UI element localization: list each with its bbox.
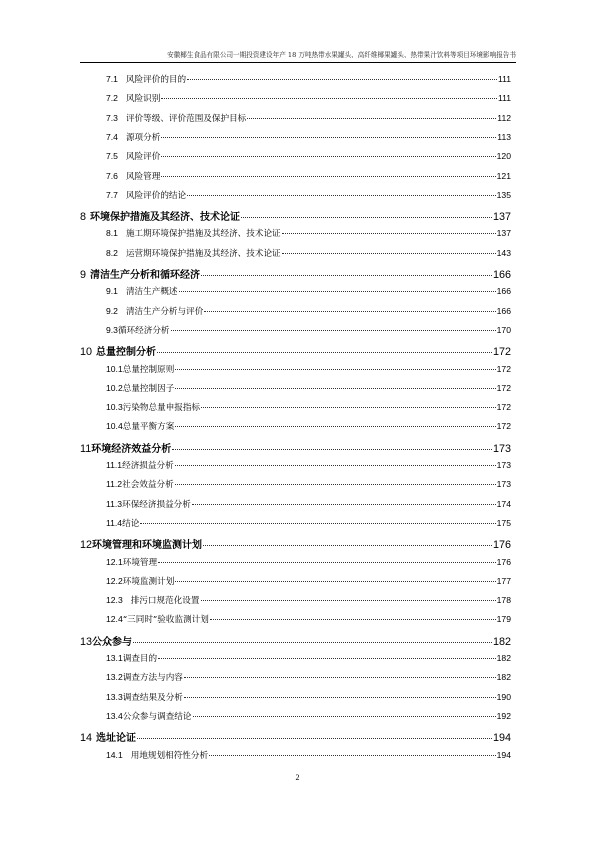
toc-entry-page: 166 — [496, 286, 511, 297]
toc-dot-leader — [192, 504, 496, 505]
toc-entry-title: 经济损益分析 — [122, 461, 174, 471]
toc-entry-number: 7.5 — [106, 151, 118, 162]
toc-entry-title: 用地规划相符性分析 — [130, 750, 209, 761]
toc-entry-number: 12 — [80, 539, 93, 552]
toc-entry-title: 风险评价 — [125, 152, 161, 163]
toc-dot-leader — [201, 407, 496, 408]
toc-dot-leader — [241, 217, 492, 218]
toc-entry-title: 风险识别 — [125, 94, 161, 105]
toc-section-entry[interactable] — [106, 749, 511, 768]
toc-section-entry[interactable] — [106, 671, 511, 690]
toc-section-entry[interactable] — [106, 613, 511, 632]
toc-dot-leader — [161, 137, 496, 138]
toc-entry-page: 177 — [496, 575, 511, 586]
toc-dot-leader — [201, 600, 496, 601]
toc-entry-title: 总量平衡方案 — [122, 422, 175, 433]
toc-dot-leader — [247, 118, 496, 119]
toc-entry-page: 172 — [496, 382, 511, 393]
toc-entry-title: 环境管理 — [122, 557, 158, 568]
toc-chapter-entry[interactable] — [80, 440, 511, 459]
toc-dot-leader — [133, 642, 492, 643]
toc-dot-leader — [157, 352, 492, 353]
toc-entry-title: 评价等级、评价范围及保护目标 — [125, 113, 247, 124]
toc-entry-page: 120 — [496, 151, 511, 162]
toc-entry-title: 调查目的 — [122, 654, 158, 664]
toc-chapter-entry[interactable] — [80, 266, 511, 285]
toc-chapter-entry[interactable] — [80, 343, 511, 362]
toc-entry-number: 11 — [80, 442, 92, 455]
toc-dot-leader — [175, 388, 495, 389]
toc-section-entry[interactable] — [106, 73, 511, 92]
toc-entry-title: 总量控制原则 — [122, 364, 175, 375]
toc-entry-number: 12.2 — [106, 575, 123, 586]
toc-entry-page: 190 — [496, 691, 511, 702]
toc-dot-leader — [175, 426, 495, 427]
toc-entry-title: 循环经济分析 — [117, 325, 170, 336]
toc-entry-number: 9.1 — [106, 286, 118, 297]
toc-dot-leader — [179, 291, 496, 292]
toc-section-entry[interactable] — [106, 305, 511, 324]
toc-entry-page: 178 — [496, 595, 511, 606]
toc-section-entry[interactable] — [106, 324, 511, 343]
toc-entry-page: 176 — [496, 556, 511, 567]
toc-entry-page: 182 — [492, 635, 511, 648]
toc-dot-leader — [175, 465, 496, 466]
toc-entry-number: 8.1 — [106, 228, 118, 239]
toc-entry-number: 11.3 — [106, 498, 123, 509]
toc-dot-leader — [161, 156, 495, 157]
toc-entry-title: 环境保护措施及其经济、技术论证 — [90, 212, 241, 224]
toc-section-entry[interactable] — [106, 92, 511, 111]
toc-entry-number: 12.4 — [106, 614, 123, 625]
toc-entry-title: 选址论证 — [96, 733, 137, 745]
toc-entry-page: 173 — [496, 460, 511, 470]
toc-section-entry[interactable] — [106, 691, 511, 710]
toc-entry-title: 风险评价的结论 — [125, 190, 187, 201]
toc-section-entry[interactable] — [106, 285, 511, 304]
toc-entry-page: 143 — [496, 247, 511, 258]
toc-entry-title: 总量控制分析 — [96, 347, 157, 359]
toc-entry-number: 13.2 — [106, 672, 123, 683]
toc-entry-page: 192 — [496, 710, 511, 721]
toc-chapter-entry[interactable] — [80, 208, 511, 227]
toc-entry-number: 11.1 — [106, 460, 123, 470]
toc-chapter-entry[interactable] — [80, 729, 511, 748]
toc-entry-title: 公众参与调查结论 — [122, 711, 192, 722]
toc-entry-number: 13 — [80, 635, 93, 648]
toc-entry-number: 8.2 — [106, 247, 118, 258]
toc-chapter-entry[interactable] — [80, 536, 511, 555]
toc-entry-page: 182 — [496, 672, 511, 683]
toc-entry-title: 运营期环境保护措施及其经济、技术论证 — [125, 248, 281, 259]
toc-dot-leader — [137, 738, 492, 739]
toc-entry-number: 10.4 — [106, 421, 123, 432]
toc-dot-leader — [201, 275, 492, 276]
toc-entry-page: 166 — [496, 305, 511, 316]
toc-section-entry[interactable] — [106, 575, 511, 594]
toc-entry-page: 135 — [496, 189, 511, 200]
toc-entry-title: 风险评价的目的 — [125, 75, 187, 85]
toc-dot-leader — [209, 755, 496, 756]
toc-section-entry[interactable] — [106, 363, 511, 382]
toc-chapter-entry[interactable] — [80, 633, 511, 652]
toc-section-entry[interactable] — [106, 170, 511, 189]
toc-entry-title: 调查结果及分析 — [122, 692, 183, 703]
running-header: 安徽椰生食品有限公司一期投资建设年产 18 万吨热带水果罐头、高纤维椰果罐头、热带果汁饮料等项目环境影响报告书 — [167, 51, 516, 59]
toc-dot-leader — [210, 619, 496, 620]
toc-dot-leader — [175, 581, 495, 582]
toc-entry-title: 清洁生产分析和循环经济 — [90, 270, 201, 281]
toc-entry-page: 170 — [496, 324, 511, 335]
toc-entry-title: 环境监测计划 — [122, 576, 175, 587]
toc-entry-number: 7.3 — [106, 112, 118, 123]
toc-entry-page: 182 — [496, 653, 511, 663]
toc-entry-number: 10.2 — [106, 382, 123, 393]
toc-section-entry[interactable] — [106, 150, 511, 169]
toc-entry-page: 166 — [492, 269, 511, 281]
page-number: 2 — [295, 773, 300, 782]
toc-entry-page: 113 — [497, 131, 511, 142]
toc-dot-leader — [193, 716, 496, 717]
toc-entry-page: 194 — [492, 732, 511, 745]
toc-dot-leader — [187, 79, 497, 80]
toc-section-entry[interactable] — [106, 556, 511, 575]
toc-entry-title: 总量控制因子 — [122, 383, 175, 394]
toc-entry-page: 172 — [492, 346, 511, 359]
toc-entry-number: 9.3 — [106, 324, 118, 335]
toc-entry-number: 9 — [80, 269, 87, 281]
toc-entry-title: 源项分析 — [125, 132, 161, 143]
toc-entry-page: 179 — [496, 614, 511, 625]
toc-entry-page: 137 — [492, 211, 511, 224]
toc-section-entry[interactable] — [106, 189, 511, 208]
toc-section-entry[interactable] — [106, 401, 511, 420]
toc-entry-number: 11.4 — [106, 517, 123, 528]
toc-dot-leader — [175, 369, 495, 370]
toc-entry-number: 7.7 — [106, 189, 118, 200]
toc-section-entry[interactable] — [106, 478, 511, 497]
toc-entry-title: “三同时”验收监测计划 — [122, 615, 209, 626]
toc-entry-page: 174 — [496, 498, 511, 509]
toc-entry-number: 7.4 — [106, 131, 118, 142]
toc-entry-page: 172 — [496, 363, 511, 374]
toc-entry-title: 清洁生产概述 — [125, 287, 178, 298]
toc-entry-number: 10.3 — [106, 402, 123, 413]
toc-entry-title: 污染物总量申报指标 — [122, 403, 201, 414]
toc-entry-page: 172 — [496, 421, 511, 432]
toc-entry-title: 社会效益分析 — [122, 480, 174, 491]
toc-entry-page: 121 — [496, 170, 511, 181]
toc-section-entry[interactable] — [106, 131, 511, 150]
header-rule — [80, 62, 516, 63]
toc-entry-number: 13.4 — [106, 710, 123, 721]
toc-dot-leader — [161, 176, 495, 177]
toc-dot-leader — [282, 233, 496, 234]
toc-entry-page: 172 — [496, 402, 511, 413]
toc-entry-number: 13.3 — [106, 691, 123, 702]
toc-entry-number: 12.1 — [106, 556, 123, 567]
toc-section-entry[interactable] — [106, 247, 511, 266]
toc-entry-page: 137 — [496, 228, 511, 239]
toc-entry-number: 14.1 — [106, 749, 123, 760]
toc-section-entry[interactable] — [106, 710, 511, 729]
toc-section-entry[interactable] — [106, 498, 511, 517]
toc-entry-number: 7.1 — [106, 74, 118, 84]
toc-entry-page: 176 — [492, 539, 511, 552]
toc-entry-number: 8 — [80, 211, 87, 224]
toc-dot-leader — [172, 449, 492, 450]
toc-entry-number: 12.3 — [106, 595, 123, 606]
toc-entry-title: 调查方法与内容 — [122, 673, 183, 684]
toc-entry-number: 14 — [80, 732, 93, 745]
toc-entry-page: 111 — [497, 74, 511, 84]
toc-entry-title: 环保经济损益分析 — [122, 499, 191, 510]
toc-section-entry[interactable] — [106, 517, 511, 536]
toc-entry-number: 9.2 — [106, 305, 118, 316]
toc-section-entry[interactable] — [106, 652, 511, 671]
toc-entry-page: 194 — [496, 749, 511, 760]
toc-entry-number: 10.1 — [106, 363, 123, 374]
toc-section-entry[interactable] — [106, 112, 511, 131]
toc-dot-leader — [140, 523, 495, 524]
toc-dot-leader — [187, 195, 496, 196]
toc-entry-title: 风险管理 — [125, 171, 161, 182]
toc-entry-page: 112 — [497, 112, 511, 123]
toc-dot-leader — [158, 562, 496, 563]
toc-section-entry[interactable] — [106, 594, 511, 613]
toc-entry-page: 175 — [496, 517, 511, 528]
toc-entry-number: 10 — [80, 346, 93, 359]
toc-entry-title: 结论 — [122, 518, 140, 529]
toc-dot-leader — [184, 677, 496, 678]
toc-entry-page: 111 — [497, 93, 511, 104]
toc-entry-title: 排污口规范化设置 — [130, 596, 200, 607]
toc-entry-title: 施工期环境保护措施及其经济、技术论证 — [125, 229, 281, 240]
toc-entry-page: 173 — [492, 442, 511, 455]
toc-dot-leader — [158, 658, 496, 659]
toc-entry-number: 7.6 — [106, 170, 118, 181]
toc-section-entry[interactable] — [106, 382, 511, 401]
toc-dot-leader — [204, 311, 495, 312]
toc-dot-leader — [203, 545, 492, 546]
toc-entry-title: 环境经济效益分析 — [91, 443, 172, 455]
toc-section-entry[interactable] — [106, 227, 511, 246]
toc-entry-page: 173 — [496, 479, 511, 490]
toc-entry-title: 清洁生产分析与评价 — [125, 306, 204, 317]
toc-entry-number: 7.2 — [106, 93, 118, 104]
toc-dot-leader — [184, 697, 496, 698]
toc-dot-leader — [282, 253, 496, 254]
toc-dot-leader — [171, 330, 496, 331]
toc-section-entry[interactable] — [106, 420, 511, 439]
toc-dot-leader — [175, 484, 496, 485]
toc-dot-leader — [161, 98, 497, 99]
toc-section-entry[interactable] — [106, 459, 511, 478]
toc-entry-number: 11.2 — [106, 479, 123, 490]
toc-entry-title: 环境管理和环境监测计划 — [92, 540, 203, 552]
toc-entry-number: 13.1 — [106, 653, 123, 663]
toc-entry-title: 公众参与 — [92, 636, 133, 648]
